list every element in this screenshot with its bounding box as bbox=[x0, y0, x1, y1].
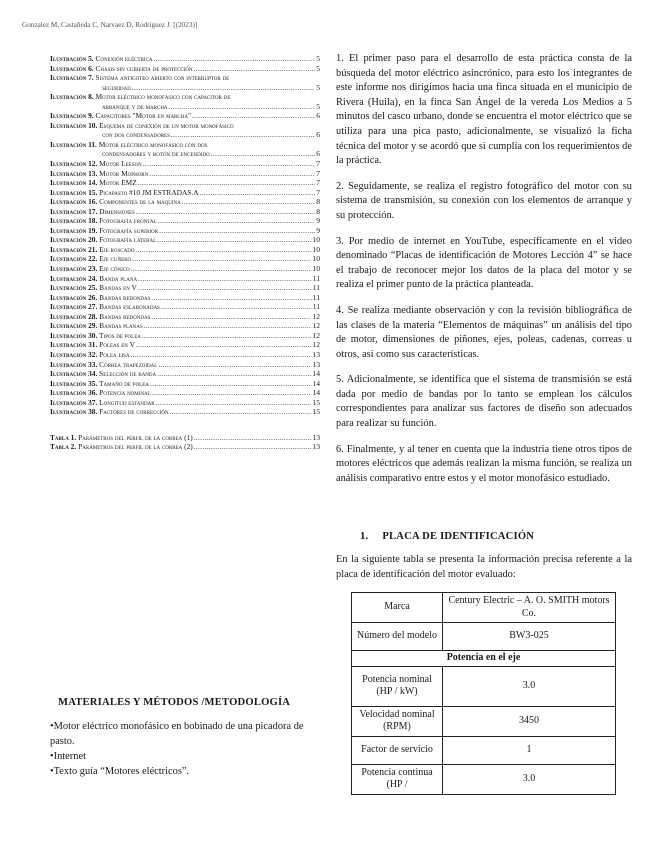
toc-entry-title: Bandas redondas bbox=[99, 292, 151, 302]
toc-leader-dots bbox=[170, 407, 312, 417]
toc-entry-continuation bbox=[50, 149, 320, 159]
toc-entry bbox=[50, 73, 320, 83]
toc-entry-text bbox=[50, 293, 150, 303]
toc-entry-text bbox=[50, 398, 155, 408]
section-heading bbox=[360, 531, 534, 542]
toc-entry-title: Parámetros del perfil de la correa (2) bbox=[78, 442, 193, 452]
toc-entry-text bbox=[50, 442, 193, 452]
toc-leader-dots bbox=[138, 283, 312, 293]
toc-entry-text bbox=[50, 169, 148, 179]
toc-entry-text bbox=[50, 178, 137, 188]
toc-entry bbox=[50, 442, 320, 452]
toc-entry bbox=[50, 369, 320, 379]
toc-entry-label: Ilustración 26. bbox=[50, 292, 98, 302]
toc-entry-title-cont: arranque y de marcha bbox=[102, 101, 168, 111]
toc-entry-text bbox=[50, 407, 169, 417]
material-item: •Motor eléctrico monofásico en bobinado de una picadora de pasto. bbox=[50, 721, 304, 747]
toc-leader-dots bbox=[144, 321, 312, 331]
toc-entry-label: Ilustración 6. bbox=[50, 63, 94, 73]
toc-entry bbox=[50, 350, 320, 360]
toc-entry-title: Eje roscado bbox=[99, 244, 135, 254]
toc-entry-label: Ilustración 28. bbox=[50, 311, 98, 321]
materials-heading: MATERIALES Y MÉTODOS /METODOLOGÍA bbox=[58, 697, 291, 708]
table-cell-label: Velocidad nominal (RPM) bbox=[352, 706, 443, 736]
toc-entry-page: 13 bbox=[312, 432, 320, 442]
toc-entry bbox=[50, 64, 320, 74]
toc-entry-page: 15 bbox=[312, 397, 320, 407]
toc-leader-dots bbox=[157, 369, 311, 379]
toc-entry-label: Ilustración 24. bbox=[50, 273, 98, 283]
toc-entry-text bbox=[50, 274, 137, 284]
toc-entry-page: 6 bbox=[316, 130, 320, 140]
toc-entry bbox=[50, 331, 320, 341]
toc-entry bbox=[50, 254, 320, 264]
toc-leader-dots bbox=[142, 331, 312, 341]
toc-entry-title: Eje cónico bbox=[99, 264, 130, 274]
toc-entry bbox=[50, 207, 320, 217]
material-item: •Internet bbox=[50, 751, 86, 762]
table-section-title: Potencia en el eje bbox=[352, 651, 616, 667]
toc-leader-dots bbox=[132, 254, 311, 264]
toc-entry bbox=[50, 178, 320, 188]
toc-entry-page: 5 bbox=[316, 82, 320, 92]
toc-leader-dots bbox=[158, 360, 311, 370]
toc-entry-label: Ilustración 18. bbox=[50, 216, 98, 226]
toc-leader-dots bbox=[136, 340, 311, 350]
toc-leader-dots bbox=[149, 169, 315, 179]
toc-leader-dots bbox=[131, 264, 312, 274]
toc-entry-continuation bbox=[50, 83, 320, 93]
toc-entry-page: 10 bbox=[312, 264, 320, 274]
toc-entry bbox=[50, 388, 320, 398]
toc-entry-page: 12 bbox=[312, 340, 320, 350]
toc-leader-dots bbox=[135, 245, 311, 255]
toc-entry-page: 13 bbox=[312, 349, 320, 359]
toc-entry bbox=[50, 264, 320, 274]
toc-entry-label: Ilustración 36. bbox=[50, 388, 98, 398]
toc-entry-label: Ilustración 30. bbox=[50, 330, 98, 340]
toc-entry bbox=[50, 197, 320, 207]
toc-entry-label: Ilustración 9. bbox=[50, 111, 94, 121]
toc-entry-title: Polea lisa bbox=[99, 349, 130, 359]
toc-entry bbox=[50, 302, 320, 312]
toc-entry-title: Bandas redondas bbox=[99, 311, 151, 321]
methodology-paragraph: 1. El primer paso para el desarrollo de esta práctica consta de la búsqueda del motor eléctrico asincrónico, para esto los integrantes de este informe nos dirigimos hacia una finca situada en el municipio de Rivera (Huila), en la finca San Ángel de la vereda Los Medios a 5 minutos del casco urbano, donde se encuentra el motor eléctrico que se utiliza para una pica pasto, adicionalmente, se visualizó la ficha técnica del motor y se acordó que si cumplía con los requerimientos de la práctica. bbox=[336, 53, 632, 167]
toc-entry-label: Ilustración 23. bbox=[50, 264, 98, 274]
toc-entry-label: Ilustración 33. bbox=[50, 359, 98, 369]
toc-entry-page: 10 bbox=[312, 235, 320, 245]
material-item: •Texto guía “Motores eléctricos”. bbox=[50, 766, 190, 777]
table-row bbox=[352, 764, 616, 794]
toc-leader-dots bbox=[194, 442, 312, 452]
table-cell-value: BW3-025 bbox=[443, 623, 616, 651]
toc-entry-label: Ilustración 29. bbox=[50, 321, 98, 331]
table-row bbox=[352, 736, 616, 764]
toc-entry-title: Esquema de conexión de un motor monofásico bbox=[99, 120, 234, 130]
toc-entry-page: 6 bbox=[316, 111, 320, 121]
toc-entry-title: Factores de corrección bbox=[99, 407, 169, 417]
toc-entry-label: Ilustración 11. bbox=[50, 139, 97, 149]
toc-entry-label: Ilustración 25. bbox=[50, 283, 98, 293]
table-row bbox=[352, 623, 616, 651]
toc-entry-title: Fotografía frontal bbox=[99, 216, 157, 226]
toc-entry-title: Sistema antigoteo abierto con interruptor de bbox=[95, 73, 230, 83]
toc-entry-text bbox=[50, 312, 150, 322]
toc-entry-page: 14 bbox=[312, 369, 320, 379]
toc-entry-label: Ilustración 32. bbox=[50, 349, 98, 359]
toc-entry-page: 12 bbox=[312, 311, 320, 321]
methodology-paragraph: 5. Adicionalmente, se identifica que el sistema de transmisión se está dada por medio de bandas por lo tanto se emplean los cálculos correspondientes para analizar sus factores de diseño son adecuados para realizar su función. bbox=[336, 374, 632, 430]
toc-entry-text bbox=[50, 350, 130, 360]
toc-leader-dots bbox=[158, 216, 316, 226]
toc-entry-title: Motor eléctrico monofásico con dos bbox=[98, 139, 208, 149]
toc-entry-title: Motor Mophorn bbox=[99, 168, 149, 178]
toc-entry-title: Potencia nominal bbox=[99, 388, 151, 398]
toc-entry-title: Longitud estandar bbox=[99, 397, 155, 407]
toc-entry-text bbox=[50, 388, 151, 398]
toc-leader-dots bbox=[211, 149, 316, 159]
toc-entry-title: Motor eléctrico monofásico con capacitor de bbox=[95, 92, 231, 102]
toc-entry-text bbox=[50, 92, 230, 102]
toc-entry-title-cont: condensadores y botón de encendido bbox=[102, 149, 210, 159]
toc-entry-label: Ilustración 21. bbox=[50, 244, 98, 254]
toc-entry-title: Bandas eslabonadas bbox=[99, 302, 160, 312]
toc-entry-text bbox=[50, 245, 134, 255]
toc-entry-page: 7 bbox=[316, 187, 320, 197]
toc-entry-page: 12 bbox=[312, 330, 320, 340]
toc-entry-label: Ilustración 20. bbox=[50, 235, 98, 245]
toc-entry-page: 5 bbox=[316, 101, 320, 111]
toc-entry-page: 11 bbox=[312, 283, 320, 293]
toc-entry-title: Tamaño de polea bbox=[99, 378, 149, 388]
toc-entry bbox=[50, 245, 320, 255]
toc-entry-text bbox=[50, 321, 143, 331]
toc-entry-label: Ilustración 19. bbox=[50, 225, 98, 235]
toc-entry bbox=[50, 379, 320, 389]
section-title: PLACA DE IDENTIFICACIÓN bbox=[382, 531, 535, 542]
toc-entry-text bbox=[50, 197, 181, 207]
section-number: 1. bbox=[360, 531, 369, 542]
toc-leader-dots bbox=[152, 388, 312, 398]
table-row bbox=[352, 666, 616, 706]
toc-entry bbox=[50, 283, 320, 293]
toc-leader-dots bbox=[161, 302, 312, 312]
toc-entry-label: Ilustración 27. bbox=[50, 302, 98, 312]
toc-leader-dots bbox=[200, 188, 316, 198]
toc-entry-label: Ilustración 35. bbox=[50, 378, 98, 388]
toc-entry-continuation bbox=[50, 102, 320, 112]
toc-entry-text bbox=[50, 340, 135, 350]
toc-entry-title: Bandas planas bbox=[99, 321, 143, 331]
toc-entry bbox=[50, 216, 320, 226]
toc-entry-page: 5 bbox=[316, 63, 320, 73]
toc-entry-label: Ilustración 22. bbox=[50, 254, 98, 264]
toc-entry-title: Conexión eléctrica bbox=[95, 54, 153, 63]
toc-entry-page: 9 bbox=[316, 225, 320, 235]
table-cell-value: 1 bbox=[443, 736, 616, 764]
toc-entry-label: Ilustración 12. bbox=[50, 159, 98, 169]
toc-entry-page: 6 bbox=[316, 149, 320, 159]
table-cell-value: 3.0 bbox=[443, 764, 616, 794]
toc-entry-title: Bandas en V bbox=[99, 283, 137, 293]
toc-entry bbox=[50, 121, 320, 131]
toc-leader-dots bbox=[131, 350, 312, 360]
toc-entry-page: 12 bbox=[312, 321, 320, 331]
toc-entry-title: Fotografía lateral bbox=[99, 235, 157, 245]
toc-leader-dots bbox=[169, 102, 316, 112]
toc-entry bbox=[50, 433, 320, 443]
methodology-paragraph: 2. Seguidamente, se realiza el registro fotográfico del motor con su sistema de transmisión, su conexión con los elementos de arranque y su protección. bbox=[336, 180, 632, 221]
toc-entry bbox=[50, 188, 320, 198]
toc-entry bbox=[50, 407, 320, 417]
section-intro: En la siguiente tabla se presenta la información precisa referente a la placa de identificación del motor evaluado: bbox=[336, 554, 632, 580]
table-cell-label: Potencia continua (HP / bbox=[352, 764, 443, 794]
toc-entry-text bbox=[50, 216, 157, 226]
toc-leader-dots bbox=[192, 111, 315, 121]
toc-entry-page: 11 bbox=[312, 292, 320, 302]
toc-entry-label: Tabla 2. bbox=[50, 442, 77, 452]
toc-entry-continuation bbox=[50, 130, 320, 140]
toc-entry-text bbox=[50, 140, 207, 150]
toc-entry bbox=[50, 398, 320, 408]
toc-entry-text bbox=[50, 331, 141, 341]
toc-entry-label: Tabla 1. bbox=[50, 432, 77, 442]
toc-entry-label: Ilustración 15. bbox=[50, 187, 98, 197]
table-cell-label: Factor de servicio bbox=[352, 736, 443, 764]
toc-leader-dots bbox=[182, 197, 315, 207]
toc-leader-dots bbox=[171, 130, 315, 140]
illustrations-list bbox=[50, 54, 320, 417]
toc-entry-page: 7 bbox=[316, 168, 320, 178]
toc-entry-text bbox=[50, 207, 135, 217]
methodology-paragraph: 6. Finalmente, y al tener en cuenta que la industria tiene otros tipos de motores eléctricos que además realizan la misma función, se realiza un análisis comparativo entre estos y el motor monofásico estudiado. bbox=[336, 443, 632, 484]
toc-entry-page: 11 bbox=[312, 302, 320, 312]
toc-entry bbox=[50, 140, 320, 150]
table-section-row bbox=[352, 651, 616, 667]
toc-entry-text bbox=[50, 302, 160, 312]
toc-entry-text bbox=[50, 360, 157, 370]
toc-entry-title-cont: con dos condensadores bbox=[102, 130, 170, 140]
toc-entry-text bbox=[50, 73, 229, 83]
toc-entry bbox=[50, 226, 320, 236]
toc-entry-page: 7 bbox=[316, 159, 320, 169]
table-cell-value: 3.0 bbox=[443, 666, 616, 706]
table-cell-label: Marca bbox=[352, 593, 443, 623]
table-row bbox=[352, 706, 616, 736]
toc-entry-title: Motor Leeson bbox=[99, 159, 142, 169]
toc-entry-text bbox=[50, 64, 193, 74]
toc-entry-page: 15 bbox=[312, 407, 320, 417]
nameplate-table bbox=[351, 592, 616, 795]
running-head: Gonzalez M, Castañeda C, Narvaez D, Rodríguez J. [(2023)] bbox=[22, 21, 198, 29]
toc-entry-title: Banda plana bbox=[99, 273, 138, 283]
toc-entry-title: Capacitores "Motor en marcha" bbox=[95, 111, 191, 121]
toc-entry bbox=[50, 360, 320, 370]
toc-entry-text bbox=[50, 54, 153, 64]
toc-entry-text bbox=[50, 254, 131, 264]
toc-entry-page: 10 bbox=[312, 254, 320, 264]
toc-entry-page: 7 bbox=[316, 178, 320, 188]
toc-entry-text bbox=[50, 121, 234, 131]
toc-leader-dots bbox=[154, 54, 316, 64]
toc-leader-dots bbox=[132, 83, 315, 93]
toc-entry-title: Dimensiones bbox=[99, 206, 135, 216]
toc-entry-title: Motor EMZ bbox=[99, 178, 137, 188]
toc-entry-page: 8 bbox=[316, 206, 320, 216]
toc-entry-title: Componentes de la máquina bbox=[99, 197, 181, 207]
toc-entry-text bbox=[50, 159, 142, 169]
toc-leader-dots bbox=[159, 226, 315, 236]
toc-entry-text bbox=[50, 188, 199, 198]
toc-entry-title: Fotografía superior bbox=[99, 225, 159, 235]
toc-leader-dots bbox=[156, 398, 312, 408]
toc-leader-dots bbox=[138, 178, 315, 188]
toc-entry bbox=[50, 274, 320, 284]
toc-leader-dots bbox=[157, 235, 311, 245]
toc-leader-dots bbox=[138, 274, 312, 284]
toc-entry-label: Ilustración 16. bbox=[50, 197, 98, 207]
toc-entry-page: 13 bbox=[312, 442, 320, 452]
toc-entry-label: Ilustración 38. bbox=[50, 407, 98, 417]
toc-entry bbox=[50, 169, 320, 179]
toc-entry-page: 14 bbox=[312, 378, 320, 388]
toc-entry-page: 5 bbox=[316, 54, 320, 63]
toc-entry-page: 14 bbox=[312, 388, 320, 398]
toc-entry bbox=[50, 92, 320, 102]
toc-entry-title-cont: seguridad bbox=[102, 82, 131, 92]
toc-entry-text bbox=[50, 283, 137, 293]
toc-entry-text bbox=[50, 379, 149, 389]
toc-entry-text bbox=[50, 226, 158, 236]
illustrations-index bbox=[50, 54, 320, 452]
toc-entry-label: Ilustración 37. bbox=[50, 397, 98, 407]
toc-entry-page: 13 bbox=[312, 359, 320, 369]
toc-entry-page: 8 bbox=[316, 197, 320, 207]
table-cell-label: Número del modelo bbox=[352, 623, 443, 651]
materials-list bbox=[50, 719, 322, 779]
toc-entry-label: Ilustración 17. bbox=[50, 206, 98, 216]
tables-list bbox=[50, 433, 320, 452]
toc-leader-dots bbox=[143, 159, 315, 169]
toc-entry bbox=[50, 293, 320, 303]
toc-entry bbox=[50, 235, 320, 245]
toc-entry-page: 9 bbox=[316, 216, 320, 226]
toc-leader-dots bbox=[194, 433, 312, 443]
toc-entry-title: Correa trapezoidal bbox=[99, 359, 158, 369]
table-cell-value: Century Electric – A. O. SMITH motors Co. bbox=[443, 593, 616, 623]
table-row bbox=[352, 593, 616, 623]
toc-entry-label: Ilustración 10. bbox=[50, 120, 98, 130]
toc-entry-text bbox=[50, 235, 156, 245]
toc-entry-label: Ilustración 31. bbox=[50, 340, 98, 350]
toc-entry bbox=[50, 54, 320, 64]
toc-entry bbox=[50, 321, 320, 331]
toc-entry-page: 11 bbox=[312, 273, 320, 283]
toc-entry-title: Parámetros del perfil de la correa (1) bbox=[78, 432, 193, 442]
toc-entry-text bbox=[50, 369, 156, 379]
toc-entry bbox=[50, 340, 320, 350]
toc-leader-dots bbox=[151, 312, 311, 322]
toc-entry-title: Tipos de polea bbox=[99, 330, 141, 340]
methodology-steps bbox=[336, 52, 632, 497]
toc-entry-title: Chasis sin cubierta de protección bbox=[95, 63, 193, 73]
toc-entry-text bbox=[50, 433, 193, 443]
toc-entry-label: Ilustración 7. bbox=[50, 73, 94, 83]
toc-entry-page: 10 bbox=[312, 244, 320, 254]
table-cell-label: Potencia nominal (HP / kW) bbox=[352, 666, 443, 706]
toc-entry-title: Eje cuñero bbox=[99, 254, 132, 264]
toc-entry bbox=[50, 159, 320, 169]
toc-entry bbox=[50, 312, 320, 322]
toc-leader-dots bbox=[151, 293, 311, 303]
toc-entry-label: Ilustración 13. bbox=[50, 168, 98, 178]
toc-entry-text bbox=[50, 264, 130, 274]
toc-leader-dots bbox=[136, 207, 315, 217]
toc-entry-label: Ilustración 14. bbox=[50, 178, 98, 188]
toc-leader-dots bbox=[194, 64, 316, 74]
toc-entry-text bbox=[50, 111, 191, 121]
methodology-paragraph: 4. Se realiza mediante observación y con la revisión bibliográfica de las clases de la materia “Elementos de máquinas” un análisis del tipo de motor, dimensiones de piñones, ejes, poleas, cadenas, correas u otros, así como sus características. bbox=[336, 304, 632, 360]
toc-entry-label: Ilustración 8. bbox=[50, 92, 94, 102]
toc-leader-dots bbox=[150, 379, 312, 389]
toc-entry-label: Ilustración 5. bbox=[50, 54, 94, 63]
methodology-paragraph: 3. Por medio de internet en YouTube, específicamente en el video denominado “Placas de identificación de Motores Lección 4” se hace el trabajo de reconocer mejor los datos de la placa del motor y se realiza el primer punto de la práctica planteada. bbox=[336, 235, 632, 291]
toc-entry-title: Poleas en V bbox=[99, 340, 135, 350]
table-cell-value: 3450 bbox=[443, 706, 616, 736]
toc-entry bbox=[50, 111, 320, 121]
toc-entry-title: Picapasto #10 JM ESTRADAS.A bbox=[99, 187, 199, 197]
toc-entry-label: Ilustración 34. bbox=[50, 369, 98, 379]
toc-entry-title: Selección de banda bbox=[99, 369, 157, 379]
